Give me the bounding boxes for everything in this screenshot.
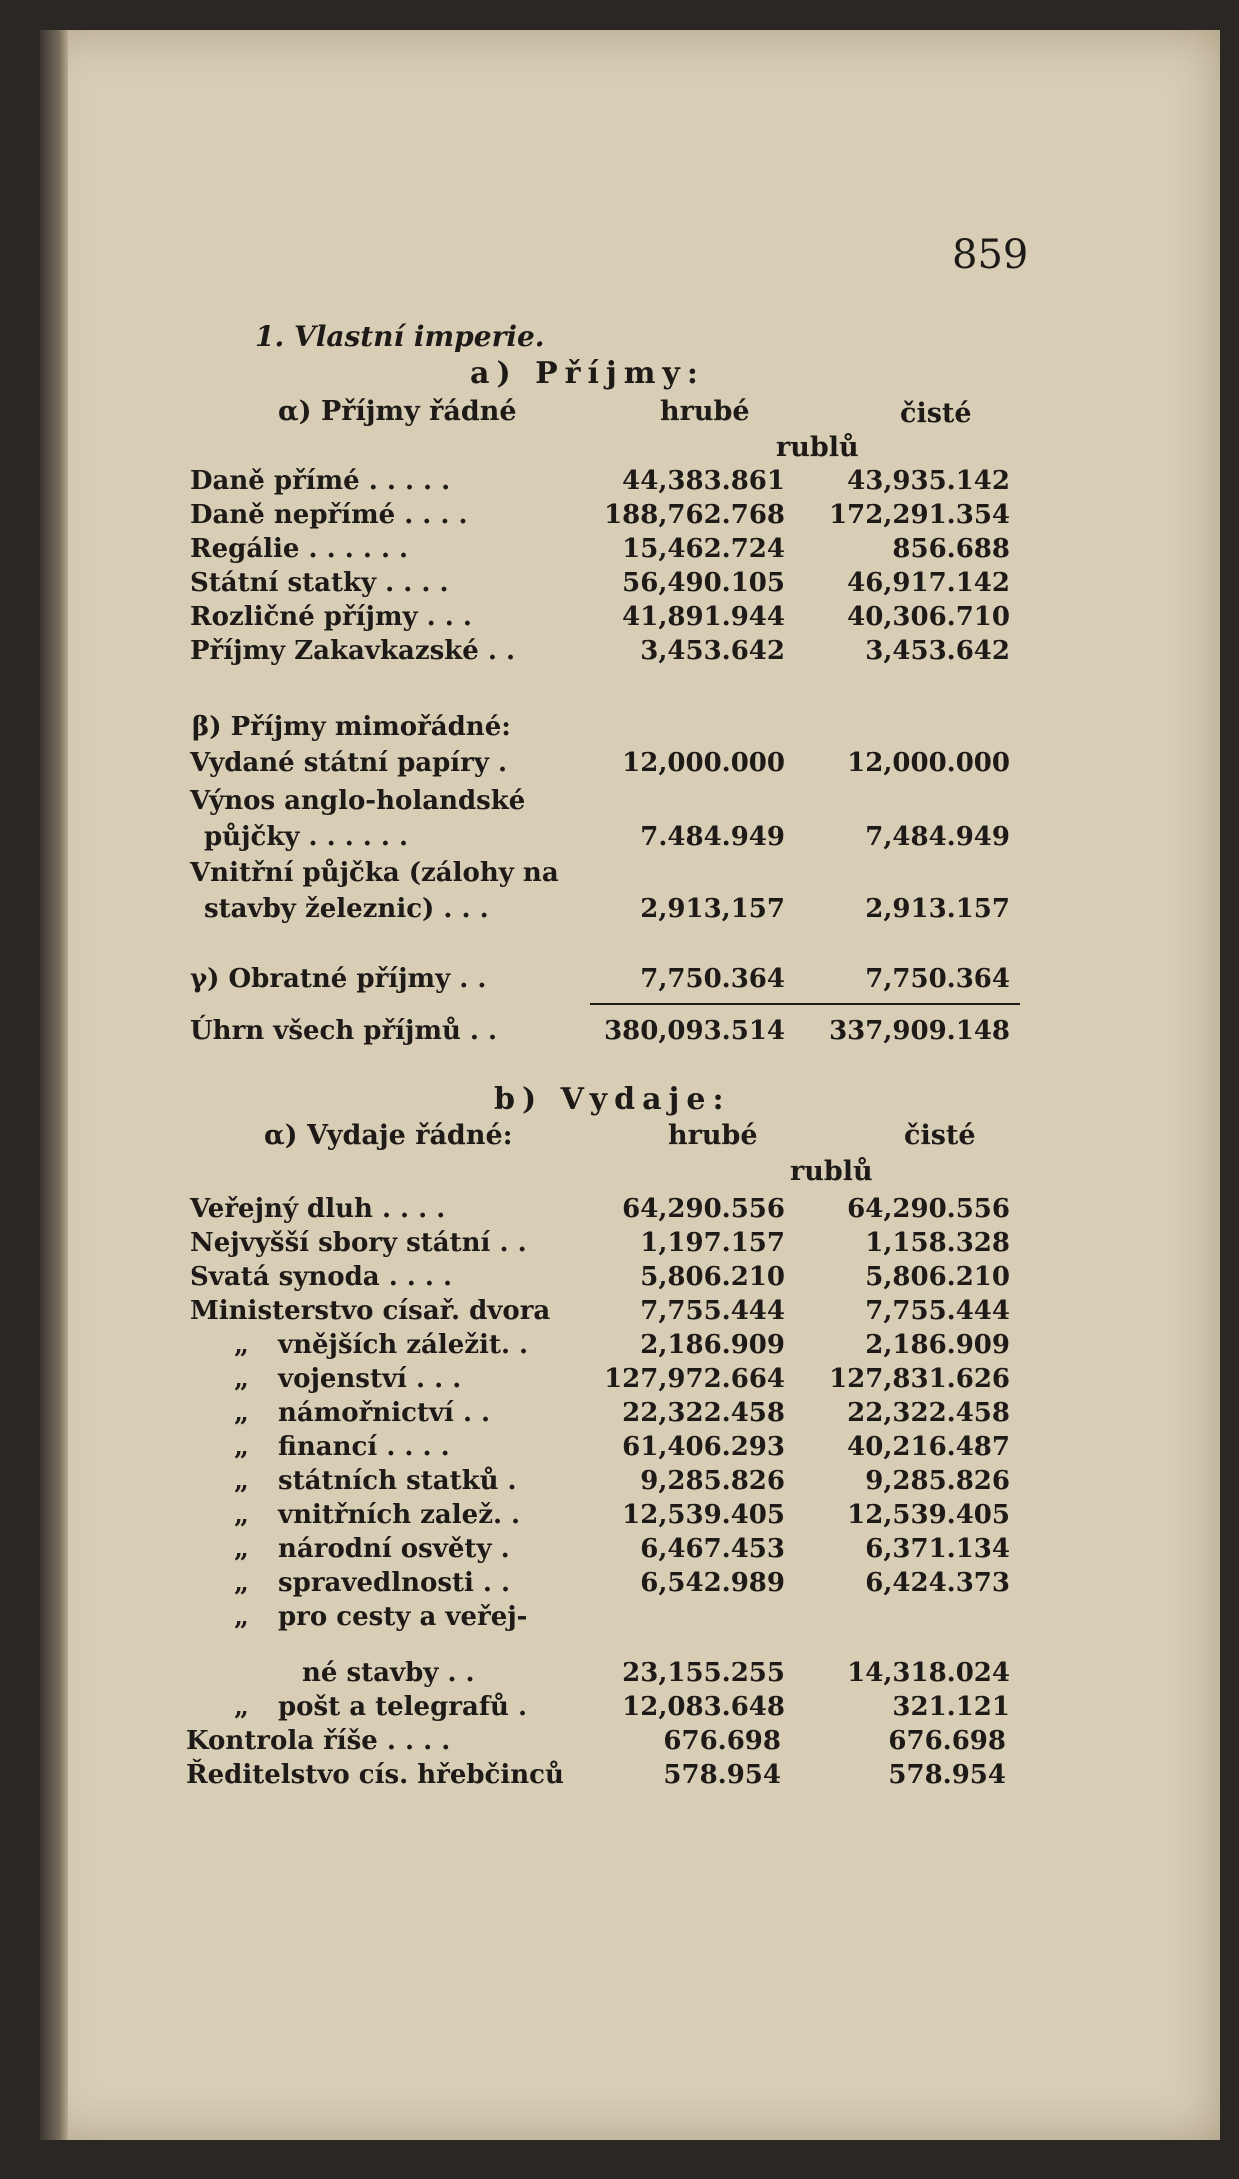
income-title: a) Příjmy: xyxy=(470,356,705,391)
table-row: Regálie . . . . . . 15,462.724 856.688 xyxy=(190,534,1010,564)
regular-income-label: α) Příjmy řádné xyxy=(278,396,517,427)
table-row: γ) Obratné příjmy . . 7,750.364 7,750.364 xyxy=(190,964,1010,994)
net-column-header: čisté xyxy=(904,1120,976,1151)
gross-column-header: hrubé xyxy=(660,396,750,427)
sum-rule xyxy=(590,1003,1020,1005)
table-row: Daně přímé . . . . . 44,383.861 43,935.142 xyxy=(190,466,1010,496)
page-number: 859 xyxy=(952,232,1029,278)
total-row: Úhrn všech příjmů . . 380,093.514 337,909.148 xyxy=(190,1016,1010,1046)
book-spine xyxy=(40,30,68,2140)
table-row: „ státních statků . 9,285.826 9,285.826 xyxy=(234,1466,1010,1496)
gross-column-header: hrubé xyxy=(668,1120,758,1151)
table-row: „ vnitřních zalež. . 12,539.405 12,539.405 xyxy=(234,1500,1010,1530)
table-row: Státní statky . . . . 56,490.105 46,917.142 xyxy=(190,568,1010,598)
table-row: „ pošt a telegrafů . 12,083.648 321.121 xyxy=(234,1692,1010,1722)
table-row: stavby železnic) . . . 2,913,157 2,913.157 xyxy=(204,894,1010,924)
regular-expenditure-label: α) Vydaje řádné: xyxy=(264,1120,513,1151)
table-row: Veřejný dluh . . . . 64,290.556 64,290.556 xyxy=(190,1194,1010,1224)
table-row: Vydané státní papíry . 12,000.000 12,000.000 xyxy=(190,748,1010,778)
unit-label: rublů xyxy=(776,432,859,463)
extraordinary-income-label: β) Příjmy mimořádné: xyxy=(192,712,511,742)
table-row: Výnos anglo-holandské xyxy=(190,786,526,816)
table-row: „ námořnictví . . 22,322.458 22,322.458 xyxy=(234,1398,1010,1428)
table-row: „ národní osvěty . 6,467.453 6,371.134 xyxy=(234,1534,1010,1564)
net-column-header: čisté xyxy=(900,398,972,429)
table-row: Rozličné příjmy . . . 41,891.944 40,306.710 xyxy=(190,602,1010,632)
table-row: Nejvyšší sbory státní . . 1,197.157 1,158.328 xyxy=(190,1228,1010,1258)
table-row: „ vojenství . . . 127,972.664 127,831.626 xyxy=(234,1364,1010,1394)
table-row: Příjmy Zakavkazské . . 3,453.642 3,453.642 xyxy=(190,636,1010,666)
unit-label: rublů xyxy=(790,1156,873,1187)
expenditure-title: b) Vydaje: xyxy=(494,1082,731,1117)
table-row: „ vnějších záležit. . 2,186.909 2,186.909 xyxy=(234,1330,1010,1360)
table-row: „ financí . . . . 61,406.293 40,216.487 xyxy=(234,1432,1010,1462)
section-heading: 1. Vlastní imperie. xyxy=(255,320,545,353)
table-row: půjčky . . . . . . 7.484.949 7,484.949 xyxy=(204,822,1010,852)
table-row: „ pro cesty a veřej- xyxy=(234,1602,528,1632)
table-row: „ spravedlnosti . . 6,542.989 6,424.373 xyxy=(234,1568,1010,1598)
table-row: Kontrola říše . . . . 676.698 676.698 xyxy=(186,1726,1006,1756)
table-row: Ředitelstvo cís. hřebčinců 578.954 578.954 xyxy=(186,1760,1006,1790)
table-row: Vnitřní půjčka (zálohy na xyxy=(190,858,559,888)
table-row: Svatá synoda . . . . 5,806.210 5,806.210 xyxy=(190,1262,1010,1292)
table-row: né stavby . . 23,155.255 14,318.024 xyxy=(302,1658,1010,1688)
table-row: Ministerstvo císař. dvora 7,755.444 7,755.444 xyxy=(190,1296,1010,1326)
table-row: Daně nepřímé . . . . 188,762.768 172,291.354 xyxy=(190,500,1010,530)
